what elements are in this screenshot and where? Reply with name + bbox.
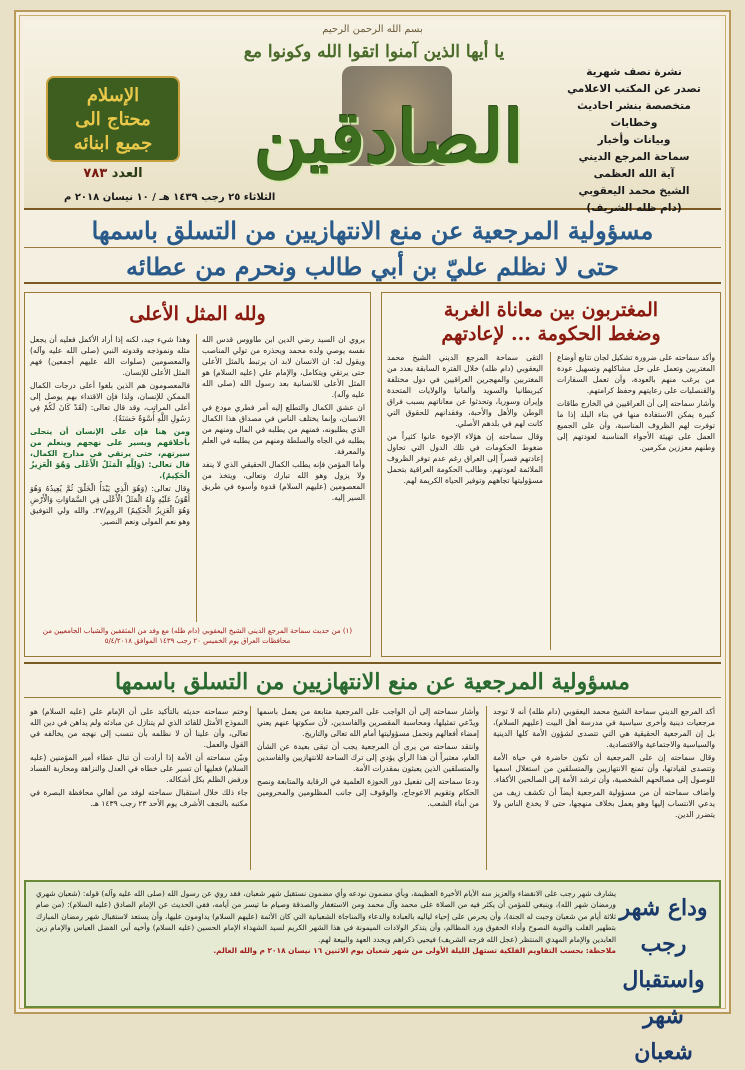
paragraph: وهذا شيء جيد، لكنه إذا أراد الأكمل فعليه أن يجعل مثله ونموذجه وقدوته النبي (صلى الله عليه وآله) والمعصومين (صلوات الله عليهم أجمعين) فهم المثل الأعلى للإنسان. bbox=[30, 335, 190, 377]
publication-info bbox=[559, 64, 709, 214]
ideal-footnote: (١) من حديث سماحة المرجع الديني الشيخ اليعقوبي (دام ظله) مع وفد من المثقفين والشباب الجامعيين من محافظات العراق يوم الخميس ٢٠ رجب ١٤٣٩ الموافق ٥/٤/٢٠١٨ bbox=[42, 627, 353, 645]
paragraph: وأما المؤمن فإنه يطلب الكمال الحقيقي الذي لا ينفد ولا يزول وهو الله تبارك وتعالى، ويتخذ من المعصومين (عليهم السلام) قدوة وأسوة في طريق السير إليه. bbox=[202, 460, 365, 502]
info-line: متخصصة بنشر احاديث وخطابات bbox=[577, 100, 691, 129]
paragraph: ودعا سماحته إلى تفعيل دور الحوزة العلمية في الرقابة والمتابعة ونصح الحكام وتقويم الاعوجاج، والوقوف إلى جانب المظلومين والمحرومين من أبناء الشعب. bbox=[257, 777, 479, 808]
newspaper-page bbox=[14, 10, 731, 1065]
newspaper-logo bbox=[224, 80, 554, 192]
paragraph: وأكد سماحته على ضرورة تشكيل لجان تتابع أوضاع المغتربين وتعمل على حل مشاكلهم وتسهيل عودة من يرغب منهم بالعودة، وأن تعمل السفارات والقنصليات على رعايتهم وحفظ كرامتهم. bbox=[557, 353, 715, 395]
column-divider bbox=[196, 334, 197, 622]
main-headline: مسؤولية المرجعية عن منع الانتهازيين من التسلق باسمها bbox=[24, 214, 721, 248]
responsibility-column-1 bbox=[493, 706, 715, 872]
expats-article-title bbox=[381, 298, 721, 346]
masthead bbox=[24, 20, 721, 214]
paragraph: وبيّن سماحته أن الأمة إذا أرادت أن تنال عطاء أمير المؤمنين (عليه السلام) فعليها أن تسير على خطاه في العدل والنزاهة ومحاربة الفساد ورفض الظلم بكل أشكاله. bbox=[30, 753, 248, 784]
ideal-column-1 bbox=[202, 334, 365, 624]
column-divider bbox=[550, 352, 551, 650]
issue-date: الثلاثاء ٢٥ رجب ١٤٣٩ هـ / ١٠ نيسان ٢٠١٨ م bbox=[64, 192, 276, 203]
responsibility-column-2 bbox=[257, 706, 479, 872]
info-line: نشرة نصف شهرية bbox=[586, 66, 682, 78]
paragraph: وأضاف سماحته أن من مسؤولية المرجعية أيضاً أن تكشف زيف من يدعي الانتساب إليها وهو يعمل بخلاف منهجها، حتى لا يخدع الناس ولا يتضرر الدين. bbox=[493, 788, 715, 819]
responsibility-column-3 bbox=[30, 706, 248, 872]
sub-headline: حتى لا نظلم عليّ بن أبي طالب ونحرم من عطائه bbox=[24, 250, 721, 284]
paragraph: أكد المرجع الديني سماحة الشيخ محمد اليعقوبي (دام ظله) أنه لا توجد مرجعيات دينية وأخرى سياسية في مدرسة أهل البيت (عليهم السلام)، بل إن المرجعية الحقيقية هي التي تتصدى لشؤون الأمة كلها الدينية والسياسية والاجتماعية والاقتصادية. bbox=[493, 707, 715, 749]
title-line: وضغط الحكومة ... لإعادتهم bbox=[441, 323, 661, 345]
paragraph: فالمعصومون هم الذين بلغوا أعلى درجات الكمال الممكن للإنسان، ولذا فإن الاقتداء بهم يوصل إلى أعلى المراتب، وقد قال تعالى: (لَقَدْ كَانَ لَكُمْ فِي رَسُولِ اللَّهِ أُسْوَةٌ حَسَنَةٌ). bbox=[30, 381, 190, 423]
paragraph: يروي ان السيد رضي الدين ابن طاووس قدس الله نفسه يوصي ولده محمد ويحذره من تولي المناصب ويقول له: ان الانسان لابد ان يرتبط بالمثل الأعلى حتى يرتقي ويتكامل، والإمام علي (عليه السلام) هو المثل الأعلى للانسانية بعد رسول الله (صلى الله عليه وآله). bbox=[202, 335, 365, 399]
basmala: بسم الله الرحمن الرحيم bbox=[322, 24, 423, 35]
newspaper-title: الصادقين bbox=[254, 93, 524, 179]
paragraph: وقال سماحته إن على المرجعية أن تكون حاضرة في حياة الأمة وتتصدى لقيادتها، وأن تمنع الانتهازيين والمتسلقين من استغلال اسمها للوصول إلى مصالحهم الشخصية، وأن ترشد الأمة إلى الصالحين الأكفاء. bbox=[493, 753, 715, 784]
slogan-line: جميع ابنائه bbox=[73, 133, 153, 154]
column-divider bbox=[250, 706, 251, 870]
issue-value: ٧٨٣ bbox=[83, 166, 108, 181]
paragraph: وانتقد سماحته من يرى أن المرجعية يجب أن تبقى بعيدة عن الشأن العام، معتبراً أن هذا الرأي يؤدي إلى ترك الساحة للانتهازيين والفاسدين والمتسلقين الذين يعبثون بمقدرات الأمة. bbox=[257, 742, 479, 773]
expats-column-1 bbox=[387, 352, 543, 652]
paragraph: وأشار سماحته إلى أن العراقيين في الخارج طاقات كبيرة يمكن الاستفادة منها في بناء البلد إذا ما توفرت لهم الظروف المناسبة، وأن على الجميع العمل على تهيئة الأجواء المناسبة لعودتهم إلى وطنهم معززين مكرمين. bbox=[557, 399, 715, 452]
issue-number bbox=[48, 166, 178, 181]
banner-title-line: وداع شهر رجب bbox=[619, 895, 708, 957]
info-line: تصدر عن المكتب الاعلامي bbox=[567, 83, 701, 95]
paragraph: وقال تعالى: (وَهُوَ الَّذِي يَبْدَأُ الْخَلْقَ ثُمَّ يُعِيدُهُ وَهُوَ أَهْوَنُ عَلَيْهِ وَلَهُ الْمَثَلُ الْأَعْلَى فِي السَّمَاوَاتِ وَالْأَرْضِ وَهُوَ الْعَزِيزُ الْحَكِيمُ) الروم/٢٧. والله ولي التوفيق وهو نعم المولى ونعم النصير. bbox=[30, 484, 190, 526]
paragraph: وختم سماحته حديثه بالتأكيد على أن الإمام علي (عليه السلام) هو النموذج الأمثل للقائد الذي لم يتنازل عن مبادئه ولم يداهن في دين الله تعالى، وأن علينا أن لا نظلمه بأن ننسب إلى نهجه من يخالفه في القول والعمل. bbox=[30, 707, 248, 749]
paragraph: وقال سماحته إن هؤلاء الإخوة عانوا كثيراً من ضغوط الحكومات في تلك الدول التي تحاول إعادتهم قسراً إلى العراق رغم عدم توفر الظروف الملائمة لعودتهم، وطالب الحكومة العراقية بتحمل مسؤوليتها تجاههم وتوفير الحياة الكريمة لهم. bbox=[387, 432, 543, 485]
responsibility-article-title: مسؤولية المرجعية عن منع الانتهازيين من التسلق باسمها bbox=[24, 662, 721, 698]
banner-text bbox=[36, 888, 616, 1004]
rajab-shaban-banner bbox=[24, 880, 721, 1065]
paragraph: وأشار سماحته إلى أن الواجب على المرجعية متابعة من يعمل باسمها ويدّعي تمثيلها، ومحاسبة المقصرين والفاسدين، لأن سكوتها عنهم يعني إمضاء أفعالهم وتحمل مسؤوليتها أمام الله تعالى والتاريخ. bbox=[257, 707, 479, 738]
info-line: سماحة المرجع الديني bbox=[578, 151, 690, 163]
info-line: (دام ظله الشريف) bbox=[586, 202, 682, 214]
column-divider bbox=[486, 706, 487, 870]
info-line: الشيخ محمد اليعقوبي bbox=[578, 185, 690, 197]
slogan-box bbox=[48, 78, 178, 160]
banner-paragraph: يشارف شهر رجب على الانقضاء والعزيز منه الأيام الأخيرة العظيمة، وبأي مضمون نودعه وأي مضمون نستقبل شهر شعبان، فقد روي عن رسول الله (صلى الله عليه وآله) قوله: (شعبان شهري ورمضان شهر الله)، وينبغي للمؤمن أن يكثر فيه من الصلاة على محمد وآل محمد ومن الاستغفار والصدقة وصيام ما تيسر من أيامه، ففي الحديث عن الإمام الصادق (عليه السلام): (من صام ثلاثة أيام من شعبان وجبت له الجنة)، وأن يحرص على إحياء لياليه بالعبادة والدعاء والمناجاة الشعبانية التي كان الأئمة (عليهم السلام) يداومون عليها، وأن يستعد لاستقبال شهر رمضان المبارك بتطهير القلب والتوبة النصوح وأداء الحقوق ورد المظالم، وأن يتذكر الولادات الميمونة في هذا الشهر الكريم لسيد الشهداء الإمام الحسين (عليه السلام) وأخيه أبي الفضل العباس والإمام زين العابدين والإمام المهدي المنتظر (عجل الله فرجه الشريف) فيحيي ذكراهم ويجدد العهد والبيعة لهم. bbox=[36, 889, 616, 944]
banner-note: ملاحظة: بحسب التقاويم الفلكية تستهل الليلة الأولى من شهر شعبان يوم الاثنين ١٦ نيسان ٢٠١٨ م والله العالم. bbox=[213, 946, 616, 956]
issue-label: العدد bbox=[111, 166, 143, 181]
banner-title-line: شهر شعبان bbox=[634, 1003, 693, 1065]
ideal-column-2 bbox=[30, 334, 190, 624]
paragraph: ومن هنا فإن على الإنسان أن يتحلى بأخلاقهم ويسير على نهجهم ويتعلم من سيرتهم، حتى يرتقي في مدارج الكمال، قال تعالى: (وَلِلَّهِ الْمَثَلُ الْأَعْلَى وَهُوَ الْعَزِيزُ الْحَكِيمُ). bbox=[30, 427, 190, 480]
banner-title bbox=[616, 890, 711, 1070]
info-line: وبيانات وأخبار bbox=[597, 134, 671, 146]
title-line: المغتربون بين معاناة الغربة bbox=[443, 299, 659, 321]
paragraph: جاء ذلك خلال استقبال سماحته لوفد من أهالي محافظة البصرة في مكتبه بالنجف الأشرف يوم الأحد ٢٣ رجب ١٤٣٩ هـ. bbox=[30, 788, 248, 808]
expats-column-2 bbox=[557, 352, 715, 652]
banner-title-line: واستقبال bbox=[622, 967, 705, 993]
paragraph: التقى سماحة المرجع الديني الشيخ محمد اليعقوبي (دام ظله) خلال الفترة السابقة بعدد من المغتربين والمهجرين العراقيين في دول مختلفة كبريطانيا والسويد وألمانيا والولايات المتحدة وإيران وسوريا، وتحدثوا عن معاناتهم بسبب فراق الوطن والأهل والأحبة، وفقدانهم للحقوق التي كانت لهم في بلدهم الأصلي. bbox=[387, 353, 543, 428]
paragraph: ان عشق الكمال والتطلع إليه أمر فطري مودع في الانسان، وإنما يختلف الناس في مصداق هذا الكمال الذي يطلبونه، فمنهم من يطلبه في المال ومنهم من يطلبه في الجاه والسلطة ومنهم من يطلبه في العلم والمعرفة. bbox=[202, 403, 365, 456]
ideal-article-title: ولله المثل الأعلى bbox=[129, 303, 266, 325]
slogan-line: محتاج الى bbox=[75, 109, 151, 130]
slogan-line: الإسلام bbox=[86, 85, 140, 106]
info-line: آية الله العظمى bbox=[593, 168, 675, 180]
masthead-verse: يا أيها الذين آمنوا اتقوا الله وكونوا مع bbox=[243, 42, 505, 62]
